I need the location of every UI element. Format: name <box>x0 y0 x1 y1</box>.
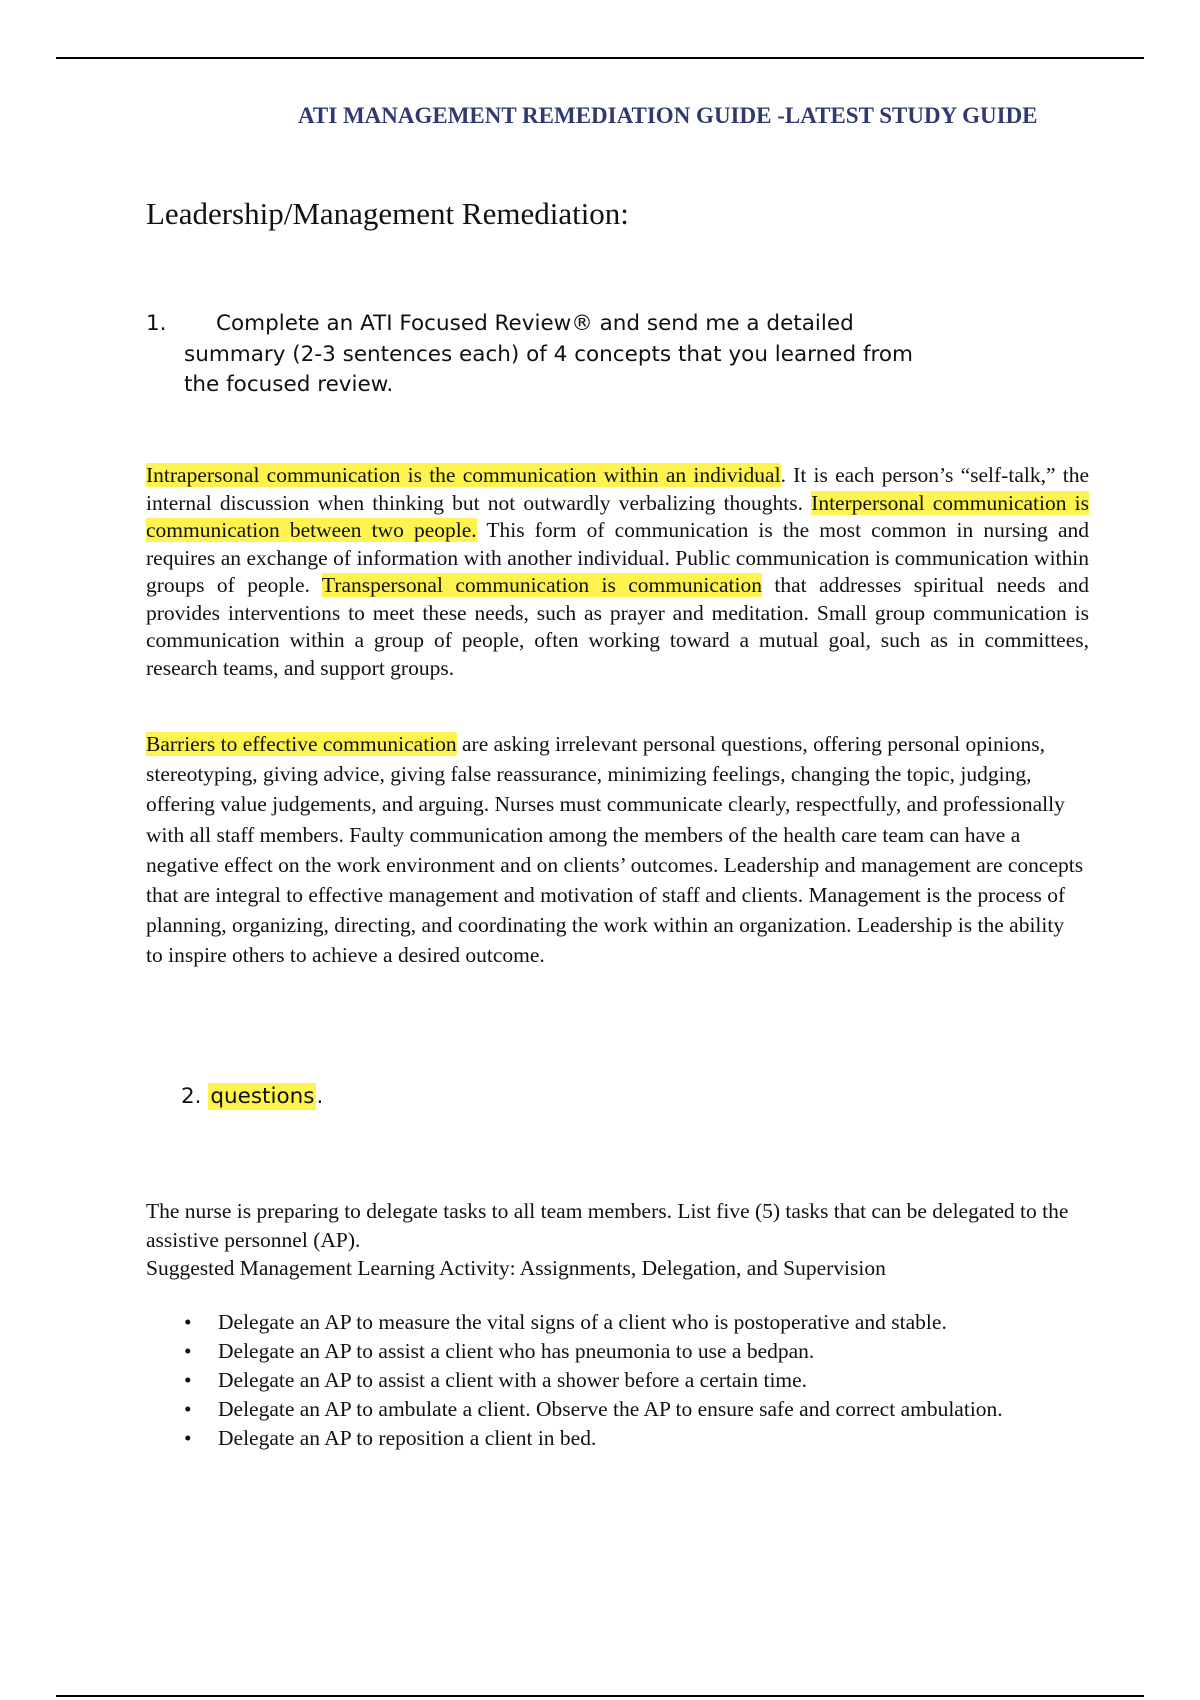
bullet-icon: • <box>184 1397 192 1421</box>
highlighted-text: Barriers to effective communication <box>146 732 457 756</box>
list-item-text: Delegate an AP to assist a client who has pneumonia to use a bedpan. <box>218 1339 815 1363</box>
bullet-icon: • <box>184 1310 192 1334</box>
list-item <box>146 1308 1146 1337</box>
top-rule <box>56 57 1144 59</box>
item-line: the focused review. <box>184 372 394 397</box>
delegation-question <box>146 1197 1186 1283</box>
delegation-task-list <box>146 1308 1146 1453</box>
highlighted-text: Intrapersonal communication is the communication within an individual <box>146 463 781 487</box>
communication-paragraph <box>146 462 1089 682</box>
bullet-icon: • <box>184 1339 192 1363</box>
list-item-text: Delegate an AP to reposition a client in bed. <box>218 1426 597 1450</box>
item-line: summary (2-3 sentences each) of 4 concepts that you learned from <box>184 341 913 367</box>
paragraph-text: are asking irrelevant personal questions, offering personal opinions, stereotyping, giving advice, giving false reassurance, minimizing feelings, changing the topic, judging, offering value judgements, and arguing. Nurses must communicate clearly, respectfully, and professionally with all staff members. Faulty communication among the members of the health care team can have a negative effect on the work environment and on clients’ outcomes. Leadership and management are concepts that are integral to effective management and motivation of staff and clients. Management is the process of planning, organizing, directing, and coordinating the work within an organization. Leadership is the ability to inspire others to achieve a desired outcome. <box>146 732 1084 968</box>
activity-line: Suggested Management Learning Activity: Assignments, Delegation, and Supervision <box>146 1256 886 1280</box>
item-line: Complete an ATI Focused Review® and send me a detailed <box>216 311 854 336</box>
list-item-text: Delegate an AP to ambulate a client. Observe the AP to ensure safe and correct ambulation. <box>218 1397 1003 1421</box>
section-heading: Leadership/Management Remediation: <box>146 196 629 231</box>
bullet-icon: • <box>184 1368 192 1392</box>
highlighted-text: Transpersonal communication is communication <box>321 573 762 597</box>
list-item-text: Delegate an AP to assist a client with a shower before a certain time. <box>218 1368 808 1392</box>
list-item <box>146 1366 1146 1395</box>
bullet-icon: • <box>184 1426 192 1450</box>
document-title: ATI MANAGEMENT REMEDIATION GUIDE -LATEST STUDY GUIDE <box>298 103 1038 128</box>
item-suffix: . <box>316 1084 324 1109</box>
barriers-paragraph <box>146 729 1086 971</box>
highlighted-text: questions <box>210 1084 315 1109</box>
question-line: The nurse is preparing to delegate tasks to all team members. List five (5) tasks that can be delegated to the <box>146 1199 1069 1223</box>
paragraph-text: . It is each person’s “self-talk,” the internal discussion when thinking but not outwardly verbalizing thoughts. <box>146 463 1089 515</box>
item-number: 1. <box>146 311 167 336</box>
list-item <box>146 1395 1146 1424</box>
paragraph-text: This form of communication is the most common in nursing and requires an exchange of information with another individual. Public communication is communication within groups of people. <box>146 518 1089 597</box>
item-number: 2. <box>181 1084 202 1109</box>
bottom-rule <box>56 1695 1144 1697</box>
numbered-item-2 <box>181 1084 323 1109</box>
paragraph-text: that addresses spiritual needs and provides interventions to meet these needs, such as prayer and meditation. Small group communication is communication within a group of people, often working toward a mutual goal, such as in committees, research teams, and support groups. <box>146 573 1089 680</box>
list-item <box>146 1424 1146 1453</box>
list-item-text: Delegate an AP to measure the vital signs of a client who is postoperative and stable. <box>218 1310 947 1334</box>
list-item <box>146 1337 1146 1366</box>
highlighted-text: Interpersonal communication is communication between two people. <box>146 490 1089 542</box>
question-line: assistive personnel (AP). <box>146 1227 361 1252</box>
